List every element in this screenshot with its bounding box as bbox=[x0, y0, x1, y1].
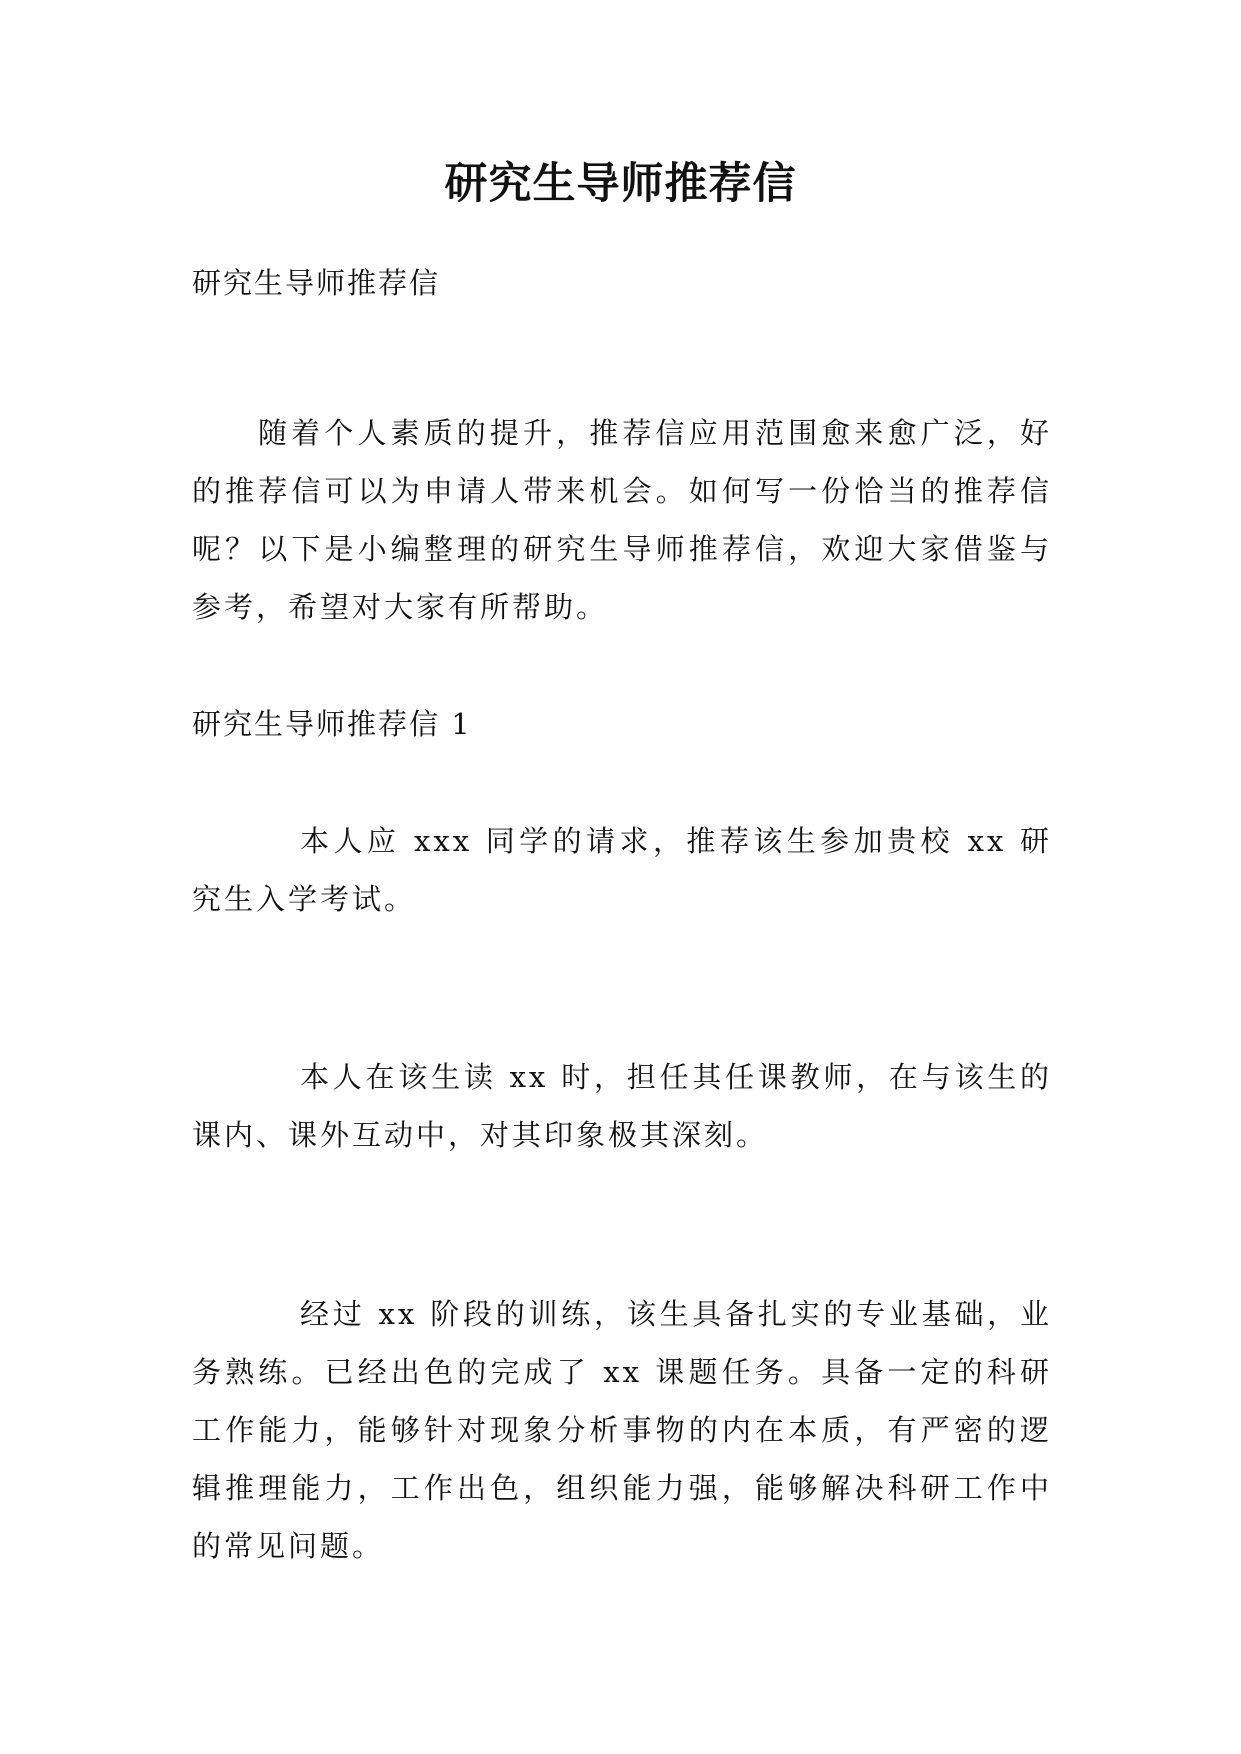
body-paragraph-2: 本人在该生读 xx 时，担任其任课教师，在与该生的课内、课外互动中，对其印象极其深刻。 bbox=[192, 1060, 1052, 1152]
section-heading: 研究生导师推荐信 1 bbox=[192, 707, 472, 741]
document-title: 研究生导师推荐信 bbox=[444, 159, 797, 209]
intro-paragraph: 随着个人素质的提升，推荐信应用范围愈来愈广泛，好的推荐信可以为申请人带来机会。如何写一份恰当的推荐信呢？以下是小编整理的研究生导师推荐信，欢迎大家借鉴与参考，希望对大家有所帮助。 bbox=[192, 416, 1052, 624]
body-paragraph-1: 本人应 xxx 同学的请求，推荐该生参加贵校 xx 研究生入学考试。 bbox=[192, 824, 1052, 916]
document-subtitle: 研究生导师推荐信 bbox=[192, 266, 441, 300]
body-paragraph-3: 经过 xx 阶段的训练，该生具备扎实的专业基础，业务熟练。已经出色的完成了 xx 课题任务。具备一定的科研工作能力，能够针对现象分析事物的内在本质，有严密的逻辑推理能力，工作出色，组织能力强，能够解决科研工作中的常见问题。 bbox=[192, 1297, 1052, 1563]
